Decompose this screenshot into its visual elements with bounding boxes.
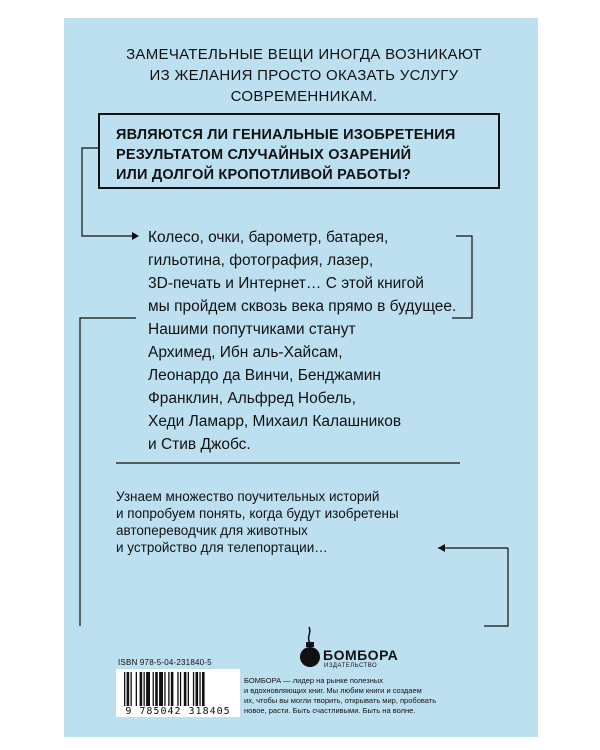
- publisher-blurb: [244, 676, 436, 716]
- barcode-bar: [136, 672, 137, 706]
- intro-line: ЗАМЕЧАТЕЛЬНЫЕ ВЕЩИ ИНОГДА ВОЗНИКАЮТ: [126, 46, 482, 63]
- intro-text: [84, 44, 524, 107]
- question-box: [98, 113, 500, 189]
- body-line: 3D-печать и Интернет… С этой книгой: [148, 275, 424, 292]
- brand-subtitle: ИЗДАТЕЛЬСТВО: [324, 663, 378, 669]
- intro-line: ИЗ ЖЕЛАНИЯ ПРОСТО ОКАЗАТЬ УСЛУГУ: [149, 67, 459, 84]
- question-line: РЕЗУЛЬТАТОМ СЛУЧАЙНЫХ ОЗАРЕНИЙ: [116, 147, 412, 163]
- publisher-line: их, чтобы вы могли творить, открывать мир, пробовать: [244, 696, 437, 705]
- body-line: гильотина, фотография, лазер,: [148, 252, 374, 269]
- barcode-bar: [127, 672, 130, 706]
- arrow-head-closing: [438, 544, 445, 552]
- barcode-bar: [199, 672, 200, 706]
- closing-line: и попробуем понять, когда будут изобретены: [116, 506, 399, 521]
- arrow-head-question: [132, 232, 139, 240]
- barcode-bar: [184, 672, 187, 706]
- barcode-bar: [180, 672, 181, 706]
- body-line: Архимед, Ибн аль-Хайсам,: [148, 344, 343, 361]
- closing-line: Узнаем множество поучительных историй: [116, 489, 380, 504]
- isbn-label: ISBN 978-5-04-231840-5: [118, 658, 212, 667]
- publisher-line: БОМБОРА — лидер на рынке полезных: [244, 676, 384, 685]
- closing-line: и устройство для телепортации…: [116, 540, 328, 555]
- barcode-bars: [124, 672, 232, 706]
- back-cover: [64, 18, 538, 737]
- barcode-bar: [171, 672, 174, 706]
- intro-line: СОВРЕМЕННИКАМ.: [230, 88, 378, 105]
- body-line: Хеди Ламарр, Михаил Калашников: [148, 413, 402, 430]
- connector-line-closing: [484, 548, 508, 626]
- barcode-bar: [131, 672, 132, 706]
- barcode-bar: [196, 672, 199, 706]
- barcode-bar: [124, 672, 125, 706]
- publisher-line: новое, расти. Быть счастливыми. Быть на волне.: [244, 706, 416, 715]
- brand-name: БОМБОРА: [323, 647, 399, 663]
- body-line: Франклин, Альфред Нобель,: [148, 390, 356, 407]
- barcode-bar: [153, 672, 154, 706]
- publisher-line: и вдохновляющих книг. Мы любим книги и создаем: [244, 686, 422, 695]
- barcode-digits: 9 785042 318405: [125, 706, 231, 717]
- closing-line: автопереводчик для животных: [116, 523, 308, 538]
- barcode-bar: [144, 672, 145, 706]
- question-line: ИЛИ ДОЛГОЙ КРОПОТЛИВОЙ РАБОТЫ?: [116, 167, 411, 183]
- question-line: ЯВЛЯЮТСЯ ЛИ ГЕНИАЛЬНЫЕ ИЗОБРЕТЕНИЯ: [116, 127, 456, 143]
- barcode-bar: [164, 672, 165, 706]
- barcode-bar: [155, 672, 158, 706]
- body-line: и Стив Джобс.: [148, 436, 251, 453]
- barcode-bar: [168, 672, 169, 706]
- barcode-bar: [202, 672, 205, 706]
- body-line: Нашими попутчиками станут: [148, 321, 356, 338]
- barcode-bar: [146, 672, 150, 706]
- body-line: Колесо, очки, барометр, батарея,: [148, 229, 389, 246]
- barcode: [116, 669, 240, 717]
- connector-line-left: [80, 318, 136, 626]
- barcode-bar: [177, 672, 178, 706]
- question-text: [116, 125, 456, 185]
- closing-text: [116, 488, 399, 556]
- barcode-bar: [159, 672, 163, 706]
- barcode-bar: [193, 672, 194, 706]
- body-line: Леонардо да Винчи, Бенджамин: [148, 367, 381, 384]
- body-text: [148, 226, 456, 456]
- body-line: мы пройдем сквозь века прямо в будущее.: [148, 298, 457, 315]
- barcode-bar: [188, 672, 189, 706]
- barcode-bar: [140, 672, 143, 706]
- bomb-icon: [297, 625, 323, 673]
